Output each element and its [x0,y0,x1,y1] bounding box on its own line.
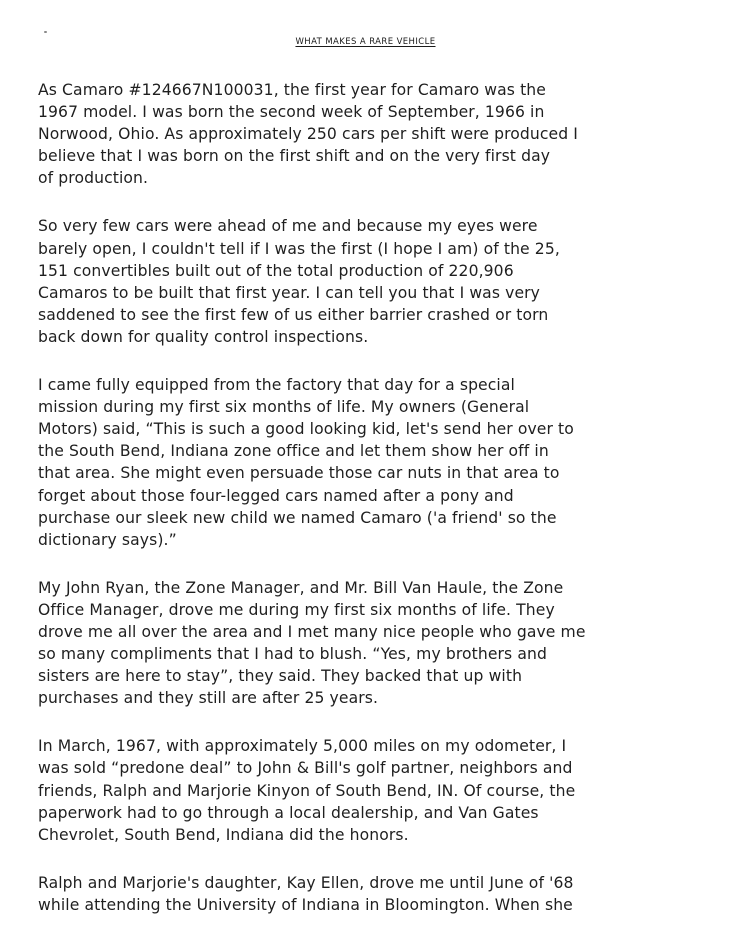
text-line: My John Ryan, the Zone Manager, and Mr. Bill Van Haule, the Zone [38,578,564,597]
text-line: Motors) said, “This is such a good looking kid, let's send her over to [38,420,574,439]
text-line: Chevrolet, South Bend, Indiana did the honors. [38,825,409,844]
text-line: 151 convertibles built out of the total production of 220,906 [38,261,514,280]
text-line: of production. [38,169,149,188]
text-line: drove me all over the area and I met many nice people who gave me [38,622,586,641]
text-line: So very few cars were ahead of me and because my eyes were [38,217,538,236]
text-line: In March, 1967, with approximately 5,000 miles on my odometer, I [38,737,567,756]
paragraph [38,79,698,189]
text-line: forget about those four-legged cars named after a pony and [38,486,514,505]
paragraph [38,374,698,551]
text-line: paperwork had to go through a local dealership, and Van Gates [38,803,539,822]
paragraph [38,872,698,916]
text-line: Norwood, Ohio. As approximately 250 cars per shift were produced I [38,125,578,144]
text-line: Camaros to be built that first year. I can tell you that I was very [38,283,540,302]
text-line: I came fully equipped from the factory that day for a special [38,376,515,395]
text-line: Ralph and Marjorie's daughter, Kay Ellen, drove me until June of '68 [38,873,574,892]
text-line: dictionary says).” [38,530,177,549]
text-line: As Camaro #124667N100031, the first year for Camaro was the [38,81,546,99]
text-line: that area. She might even persuade those car nuts in that area to [38,464,560,483]
paragraph [38,577,698,710]
text-line: believe that I was born on the first shift and on the very first day [38,147,551,166]
text-line: back down for quality control inspections. [38,327,369,346]
text-line: was sold “predone deal” to John & Bill's golf partner, neighbors and [38,759,573,778]
text-line: purchases and they still are after 25 years. [38,689,379,708]
paragraph [38,215,698,348]
text-line: friends, Ralph and Marjorie Kinyon of South Bend, IN. Of course, the [38,781,576,800]
document-body [38,79,698,942]
text-line: Office Manager, drove me during my first six months of life. They [38,600,555,619]
document-title: WHAT MAKES A RARE VEHICLE [295,37,436,47]
text-line: while attending the University of Indiana in Bloomington. When she [38,895,573,914]
scan-speck [44,31,47,33]
paragraph [38,735,698,845]
text-line: 1967 model. I was born the second week of September, 1966 in [38,103,545,122]
text-line: mission during my first six months of life. My owners (General [38,398,530,417]
text-line: barely open, I couldn't tell if I was the first (I hope I am) of the 25, [38,239,560,258]
text-line: purchase our sleek new child we named Camaro ('a friend' so the [38,508,557,527]
text-line: sisters are here to stay”, they said. They backed that up with [38,667,523,686]
text-line: the South Bend, Indiana zone office and let them show her off in [38,442,549,461]
text-line: so many compliments that I had to blush. “Yes, my brothers and [38,645,547,664]
text-line: saddened to see the first few of us either barrier crashed or torn [38,305,549,324]
